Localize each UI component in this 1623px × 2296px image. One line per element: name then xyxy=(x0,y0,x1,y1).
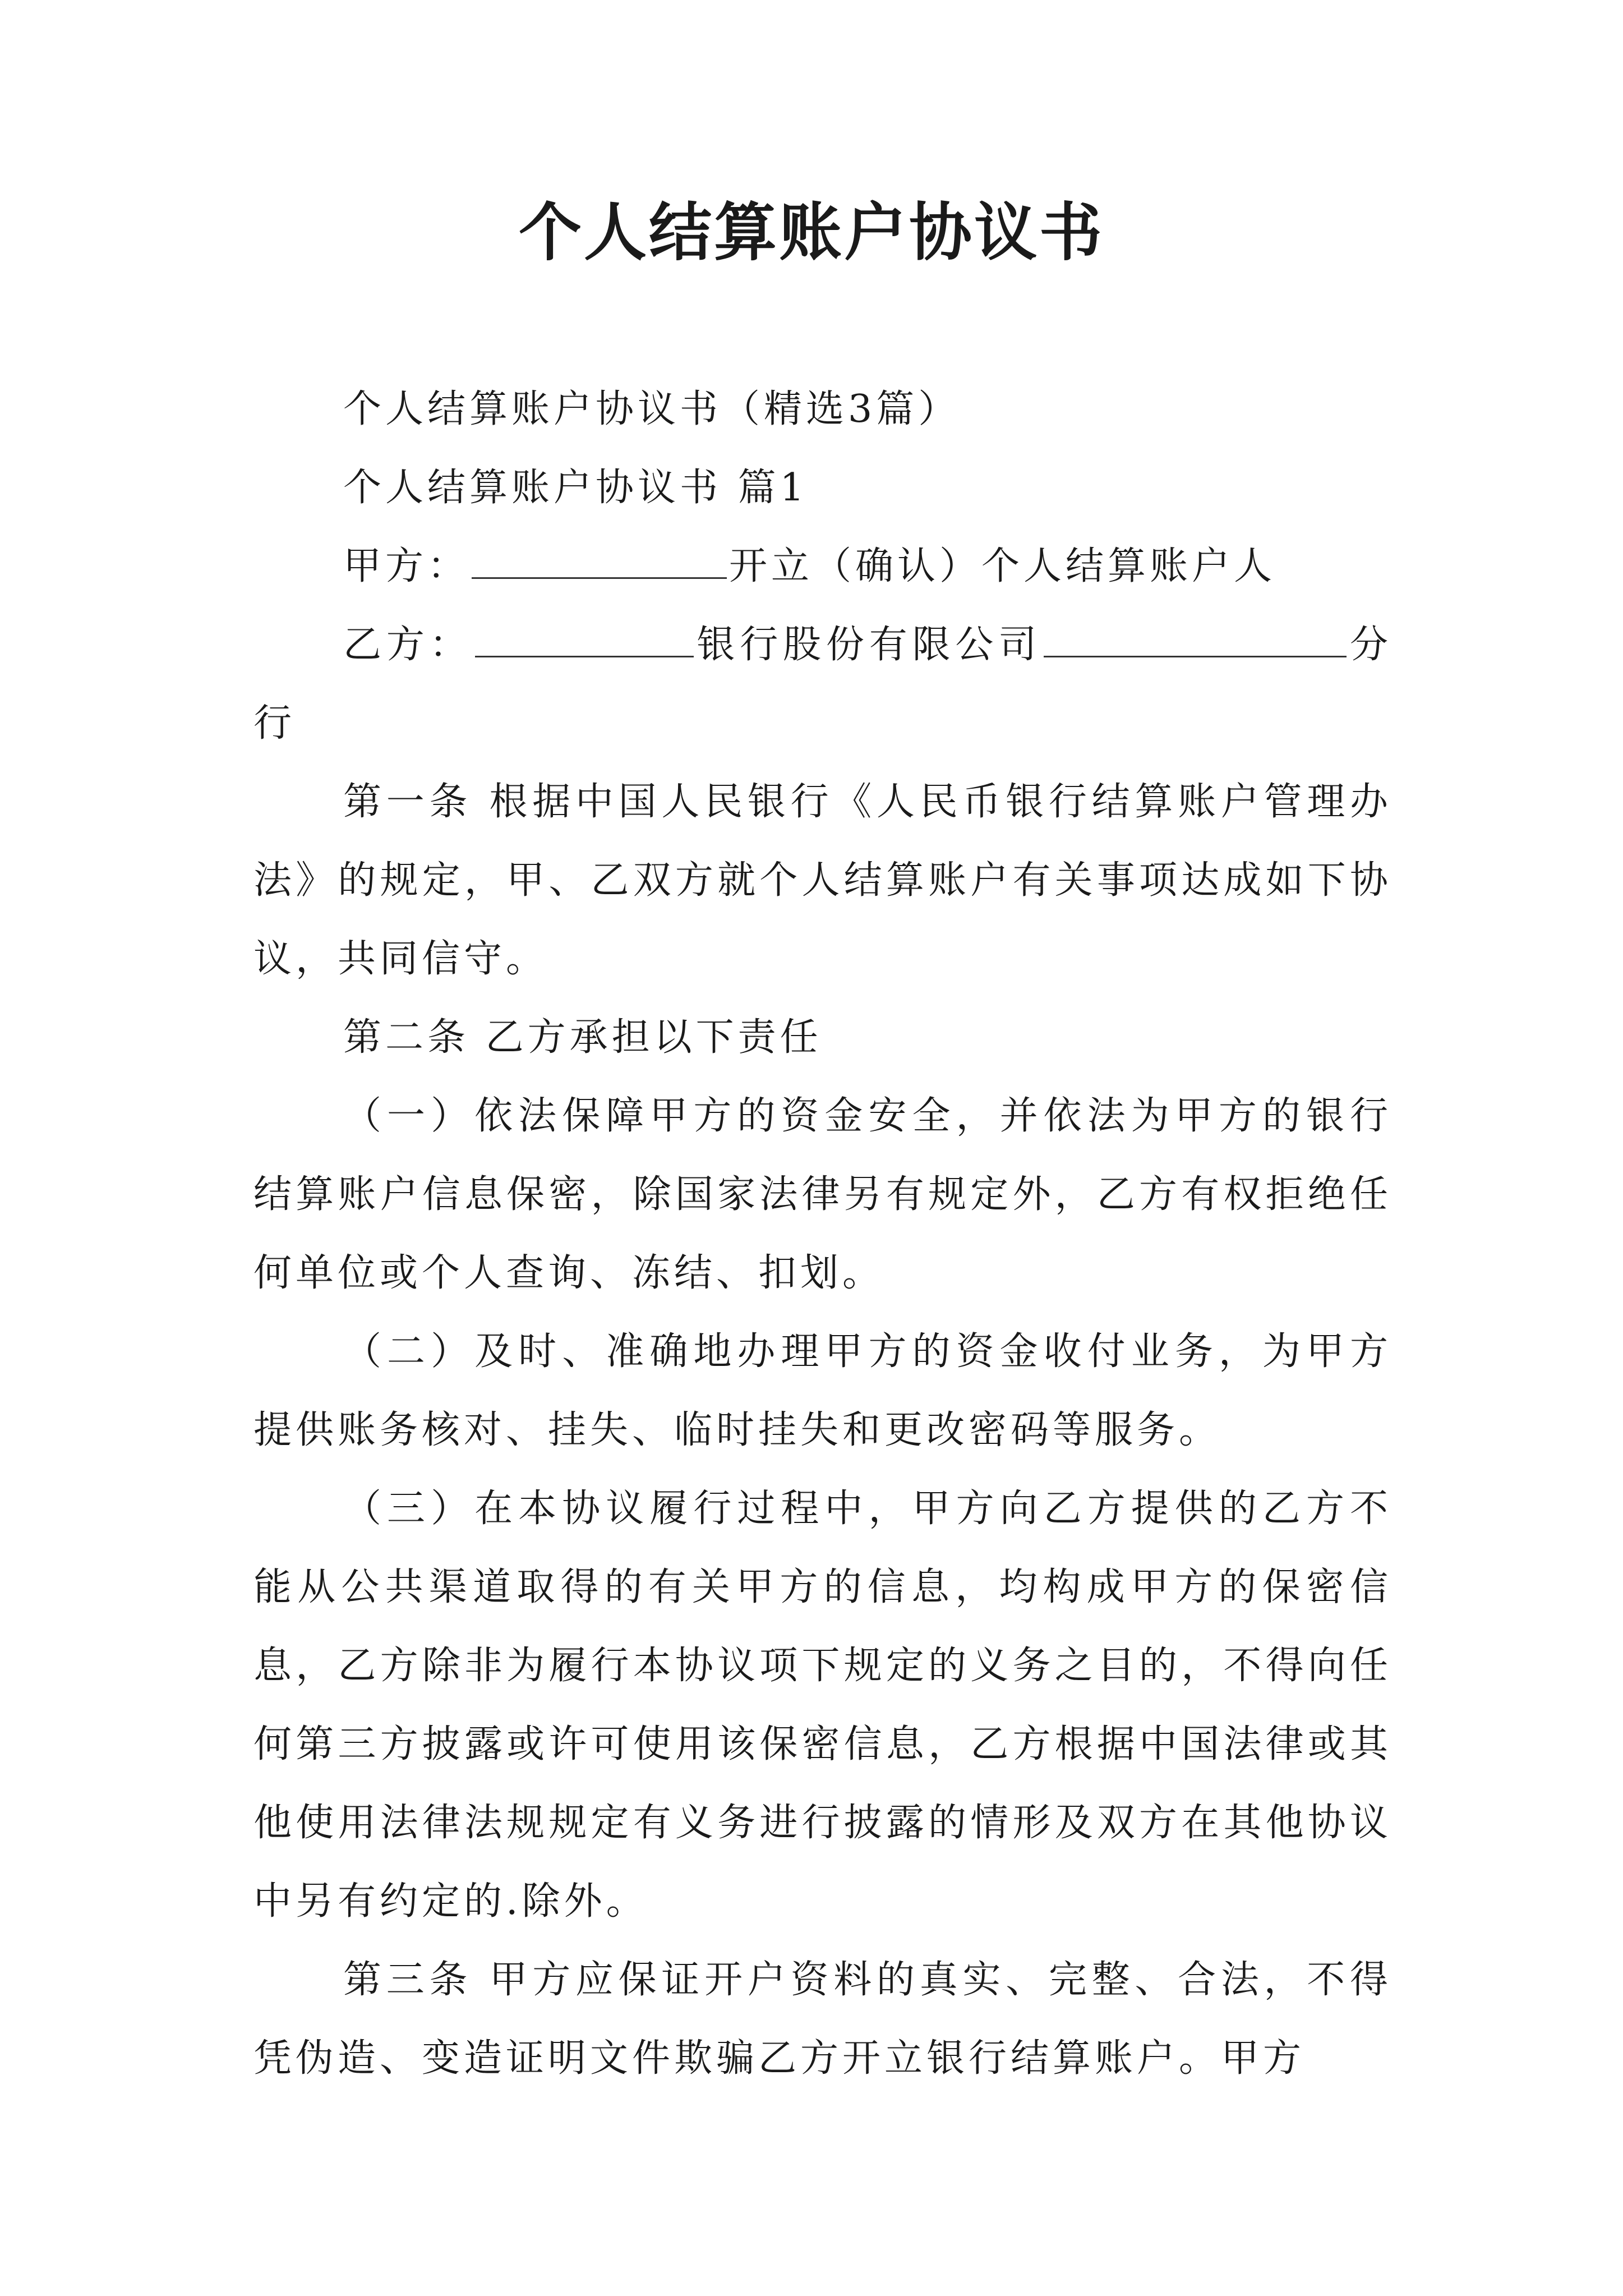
party-b-line xyxy=(253,606,1392,763)
article-2: 第二条 乙方承担以下责任 xyxy=(343,1015,822,1060)
party-a-line xyxy=(253,527,1392,606)
document-body xyxy=(253,370,1392,2098)
article-2-item-2: （二）及时、准确地办理甲方的资金收付业务，为甲方提供账务核对、挂失、临时挂失和更改密码等服务。 xyxy=(253,1329,1392,1452)
party-a-blank xyxy=(472,542,727,579)
party-b-blank-2 xyxy=(1044,621,1347,657)
article-2-item-1: （一）依法保障甲方的资金安全，并依法为甲方的银行结算账户信息保密，除国家法律另有规定外，乙方有权拒绝任何单位或个人查询、冻结、扣划。 xyxy=(253,1094,1392,1295)
article-3: 第三条 甲方应保证开户资料的真实、完整、合法，不得凭伪造、变造证明文件欺骗乙方开立银行结算账户。甲方 xyxy=(253,1958,1392,2081)
party-a-label: 甲方： xyxy=(343,544,470,588)
party-b-suffix: 分行 xyxy=(253,623,1392,746)
party-b-blank-1 xyxy=(475,621,694,657)
document-title: 个人结算账户协议书 xyxy=(519,196,1104,269)
party-b-middle: 银行股份有限公司 xyxy=(695,623,1042,667)
article-2-item-3: （三）在本协议履行过程中，甲方向乙方提供的乙方不能从公共渠道取得的有关甲方的信息，均构成甲方的保密信息，乙方除非为履行本协议项下规定的义务之目的，不得向任何第三方披露或许可使用该保密信息，乙方根据中国法律或其他使用法律法规规定有义务进行披露的情形及双方在其他协议中另有约定的.除外。 xyxy=(253,1487,1392,1924)
party-a-suffix: 开立（确认）个人结算账户人 xyxy=(729,544,1276,588)
part-heading: 个人结算账户协议书 篇1 xyxy=(343,466,808,510)
article-1: 第一条 根据中国人民银行《人民币银行结算账户管理办法》的规定，甲、乙双方就个人结算账户有关事项达成如下协议，共同信守。 xyxy=(253,780,1392,981)
party-b-label: 乙方： xyxy=(343,623,473,667)
document-subtitle: 个人结算账户协议书（精选3篇） xyxy=(343,387,961,431)
